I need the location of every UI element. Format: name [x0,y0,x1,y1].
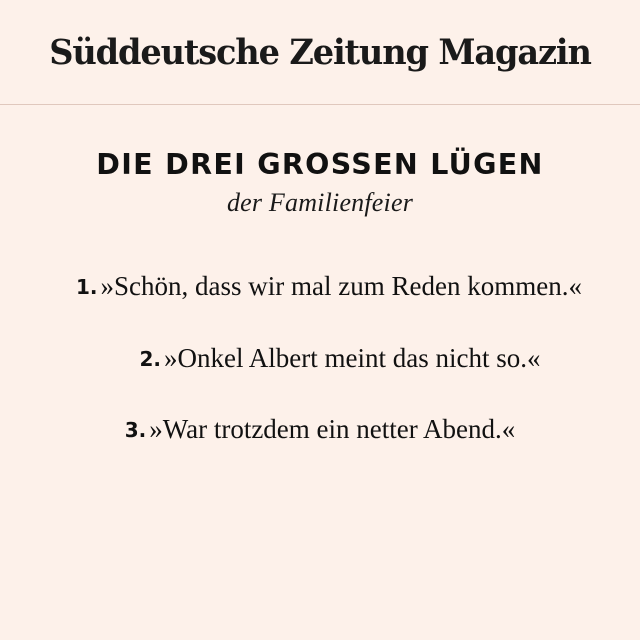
publication-title: Süddeutsche Zeitung Magazin [49,31,591,73]
list-item-text: »Schön, dass wir mal zum Reden kommen.« [100,271,582,302]
list-item [34,342,606,375]
list-item-text: »Onkel Albert meint das nicht so.« [164,342,541,373]
list-item-text: »War trotzdem ein netter Abend.« [149,414,516,445]
page-title: DIE DREI GROSSEN LÜGEN [96,148,544,181]
list-item [34,413,606,446]
list-item-number: 2. [139,346,162,371]
page-subtitle: der Familienfeier [226,188,414,218]
headline-block [34,149,606,218]
lies-list [34,270,606,446]
list-item-number: 3. [124,418,147,443]
masthead [0,0,640,105]
list-item [34,270,606,303]
article-body [0,105,640,640]
list-item-number: 1. [76,275,98,300]
